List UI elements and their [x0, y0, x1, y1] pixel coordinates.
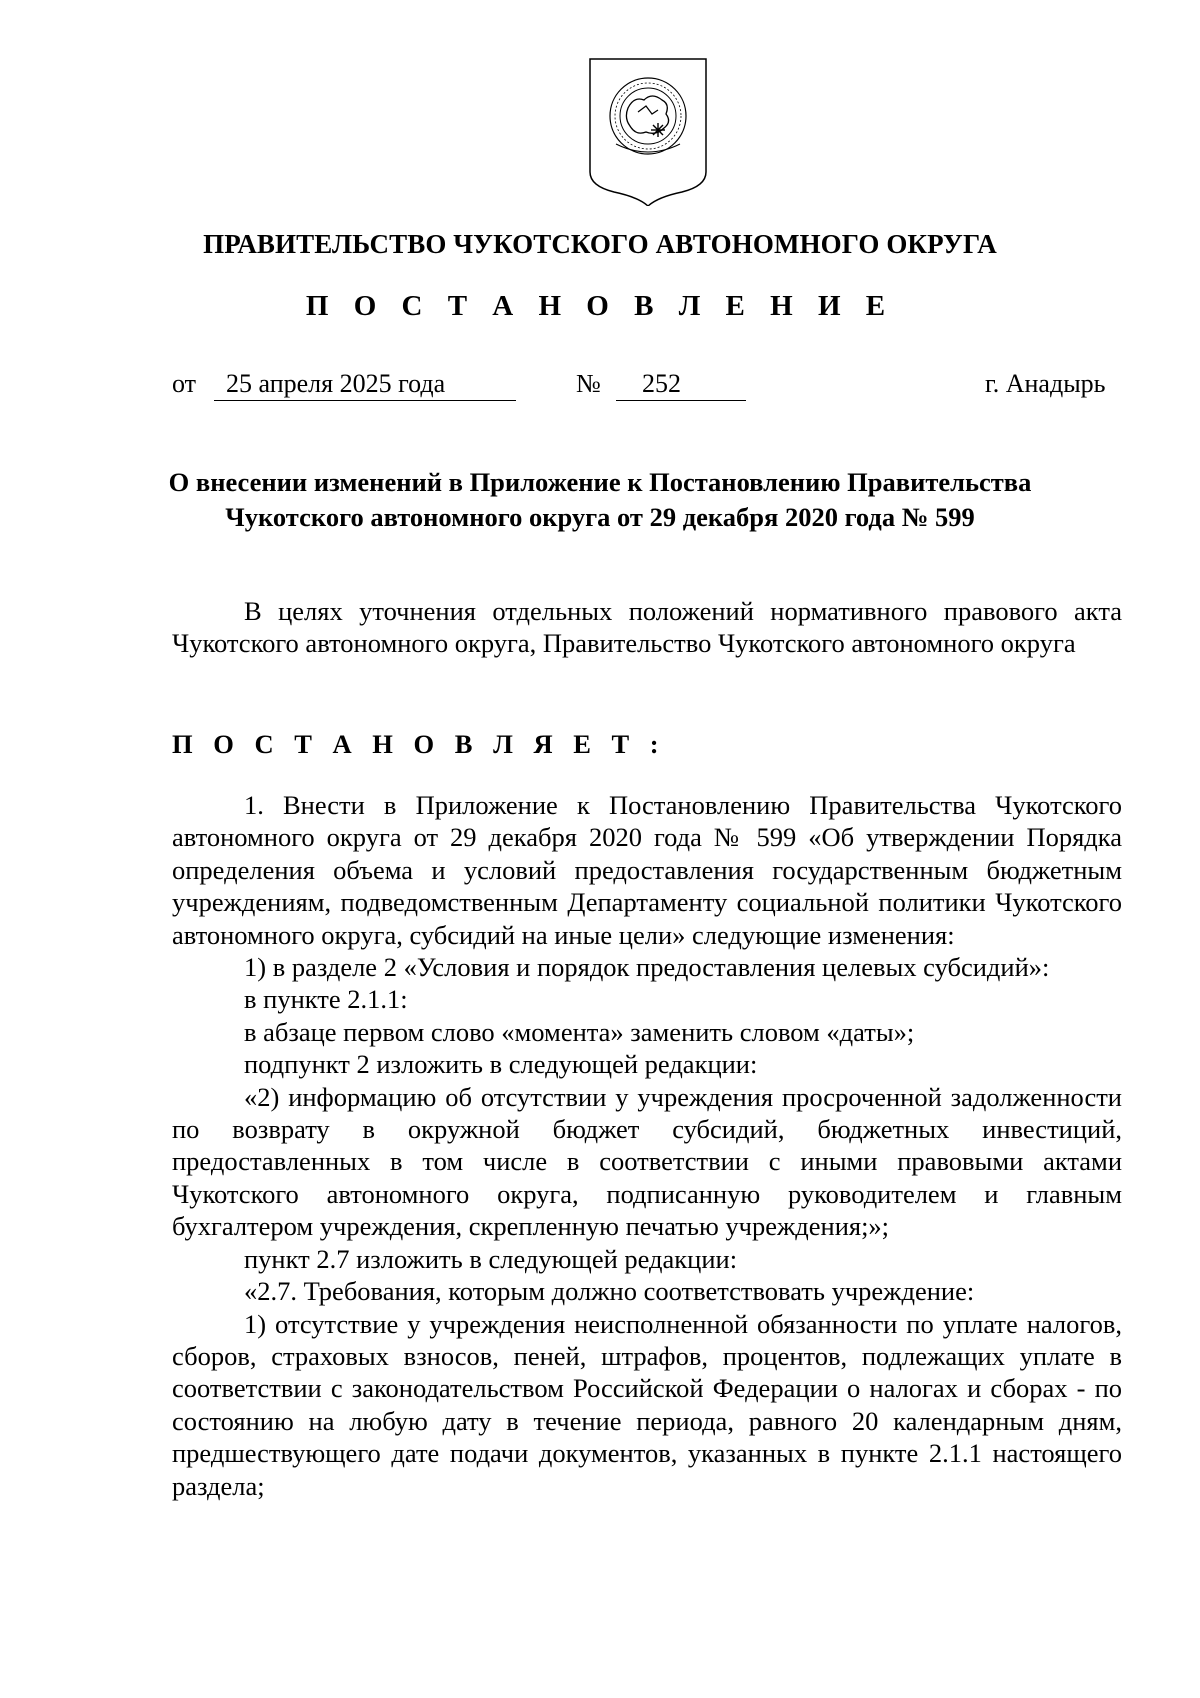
paragraph-2: 1) в разделе 2 «Условия и порядок предоставления целевых субсидий»:	[244, 952, 1050, 983]
document-type-title: П О С Т А Н О В Л Е Н И Е	[305, 290, 895, 322]
paragraph-4: в абзаце первом слово «момента» заменить словом «даты»;	[244, 1016, 915, 1047]
number-underline	[616, 400, 746, 401]
paragraph-7: пункт 2.7 изложить в следующей редакции:	[244, 1243, 738, 1274]
government-title: ПРАВИТЕЛЬСТВО ЧУКОТСКОГО АВТОНОМНОГО ОКРУГА	[203, 229, 997, 259]
subject-line-2: Чукотского автономного округа от 29 декабря 2020 года № 599	[225, 502, 975, 532]
document-number: 252	[642, 369, 681, 398]
date-number-line	[0, 366, 1200, 406]
paragraph-1: 1. Внести в Приложение к Постановлению Правительства Чукотского автономного округа от 29 декабря 2020 года № 599 «Об утверждении Порядка определения объема и условий предоставления государственным бюджетным учреждениям, подведомственным Департаменту социальной политики Чукотского автономного округа, субсидий на иные цели» следующие изменения:	[172, 790, 1122, 950]
number-sign: №	[576, 369, 601, 398]
paragraph-8: «2.7. Требования, которым должно соответствовать учреждение:	[244, 1276, 975, 1307]
paragraph-5: подпункт 2 изложить в следующей редакции:	[244, 1049, 758, 1080]
resolves-heading: П О С Т А Н О В Л Я Е Т :	[172, 729, 666, 759]
from-label: от	[172, 369, 197, 398]
subject-line-1: О внесении изменений в Приложение к Постановлению Правительства	[168, 467, 1032, 497]
document-date: 25 апреля 2025 года	[226, 369, 446, 398]
coat-of-arms-emblem	[586, 56, 710, 206]
city: г. Анадырь	[985, 369, 1106, 398]
resolution-body	[172, 789, 1122, 1502]
document-subject	[150, 465, 1050, 535]
paragraph-9: 1) отсутствие у учреждения неисполненной обязанности по уплате налогов, сборов, страховых взносов, пеней, штрафов, процентов, подлежащих уплате в соответствии с законодательством Российской Федерации о налогах и сборах - по состоянию на любую дату в течение периода, равного 20 календарным дням, предшествующего дате подачи документов, указанных в пункте 2.1.1 настоящего раздела;	[172, 1308, 1122, 1501]
paragraph-3: в пункте 2.1.1:	[244, 984, 408, 1015]
date-underline	[214, 400, 516, 401]
preamble-block	[172, 595, 1122, 660]
preamble: В целях уточнения отдельных положений нормативного правового акта Чукотского автономного округа, Правительство Чукотского автономного округа	[172, 596, 1122, 659]
paragraph-6: «2) информацию об отсутствии у учреждения просроченной задолженности по возврату в окружной бюджет субсидий, бюджетных инвестиций, предоставленных в том числе в соответствии с иными правовыми актами Чукотского автономного округа, подписанную руководителем и главным бухгалтером учреждения, скрепленную печатью учреждения;»;	[172, 1081, 1122, 1242]
